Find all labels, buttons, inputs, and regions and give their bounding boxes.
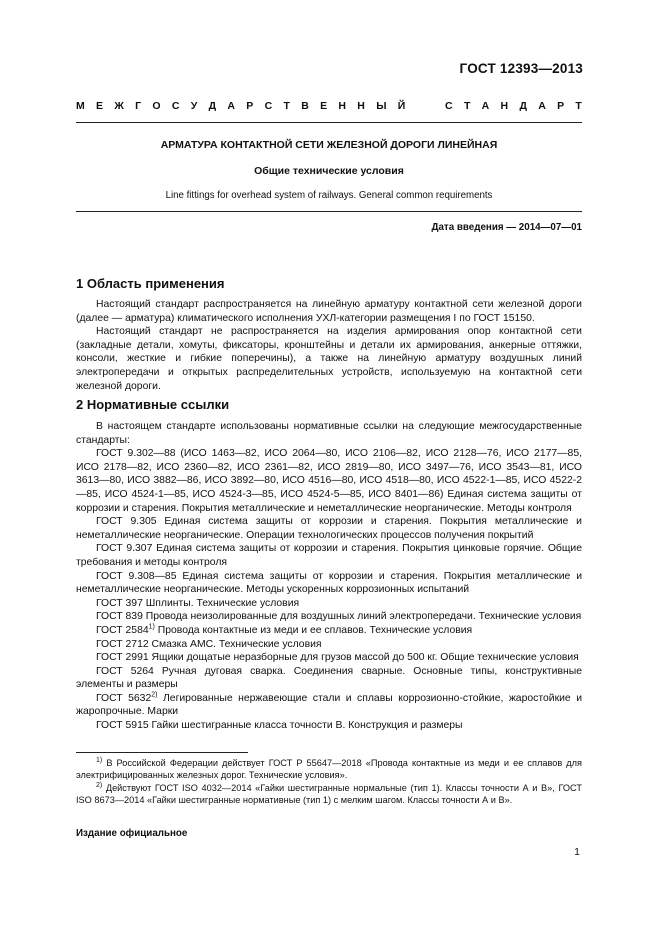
banner-letter: В (301, 100, 309, 112)
banner-letter: Р (557, 100, 565, 112)
banner-letter: Н (357, 100, 365, 112)
reference-item: ГОСТ 9.302—88 (ИСО 1463—82, ИСО 2064—80, ИСО 2106—82, ИСО 2128—76, ИСО 2177—85, ИСО 2178—82, ИСО 2360—82, ИСО 2361—82, ИСО 2819—80, ИСО 3497—76, ИСО 3543—81, ИСО 3613—80, ИСО 3882—86, ИСО 3892—80, ИСО 4516—80, ИСО 4518—80, ИСО 4522-1—85, ИСО 4522-2—85, ИСО 4524-1—85, ИСО 4524-3—85, ИСО 4524-5—85, ИСО 8401—86) Единая система защиты от коррозии и старения. Покрытия металлические и неметаллические неорганические. Методы контроля (76, 448, 582, 514)
banner-letter (431, 100, 434, 116)
reference-item (76, 692, 582, 719)
official-edition-label: Издание официальное (76, 828, 188, 839)
paragraph: Настоящий стандарт не распространяется на изделия армирования опор контактной сети (закладные детали, хомуты, фиксаторы, кронштейны и детали их армирования, анкерные оттяжки, консоли, жесткие и гибкие поперечины), а также на линейную арматуру воздушных линий электропередачи и открытых распределительных устройств, используемую на контактной сети железной дороги. (76, 326, 582, 392)
reference-item: ГОСТ 2991 Ящики дощатые неразборные для грузов массой до 500 кг. Общие технические условия (96, 652, 579, 664)
banner-letter: Ы (376, 100, 387, 112)
document-title: АРМАТУРА КОНТАКТНОЙ СЕТИ ЖЕЛЕЗНОЙ ДОРОГИ ЛИНЕЙНАЯ (160, 139, 498, 151)
banner-letter: А (227, 100, 235, 112)
banner-letter: О (152, 100, 161, 112)
banner-letter: Д (208, 100, 217, 112)
banner-letter: С (171, 100, 180, 112)
footnote-text: Действуют ГОСТ ISO 4032—2014 «Гайки шестигранные нормальные (тип 1). Классы точности А и В», ГОСТ ISO 8673—2014 «Гайки шестигранные нормативные (тип 1) с мелким шагом. Классы точности А и В». (76, 783, 582, 805)
section-1-body (76, 298, 582, 393)
reference-item (76, 624, 582, 638)
banner-letter: Г (135, 100, 142, 112)
footnote-marker[interactable]: 2) (151, 691, 158, 699)
reference-code: ГОСТ 5632 (96, 692, 152, 704)
banner-letter: Е (96, 100, 104, 112)
reference-item: ГОСТ 2712 Смазка АМС. Технические условия (96, 638, 322, 650)
reference-item: ГОСТ 9.308—85 Единая система защиты от коррозии и старения. Покрытия металлические и неметаллические неорганические. Методы ускоренных коррозионных испытаний (76, 570, 582, 596)
banner-letter: А (538, 100, 546, 112)
banner-letter: Т (463, 100, 471, 112)
introduction-date: Дата введения — 2014—07—01 (431, 222, 582, 233)
reference-code: ГОСТ 2584 (96, 624, 149, 636)
paragraph: В настоящем стандарте использованы нормативные ссылки на следующие межгосударственные стандарты: (76, 421, 582, 446)
footnote-mark: 2) (96, 781, 103, 789)
banner-letter: Е (320, 100, 328, 112)
reference-item: ГОСТ 839 Провода неизолированные для воздушных линий электропередачи. Технические условия (96, 611, 582, 623)
footnote-mark: 1) (96, 756, 103, 764)
footnote-text: В Российской Федерации действует ГОСТ Р 55647—2018 «Провода контактные из меди и ее сплавов для электрифицированных железных дорог. Технические условия». (76, 758, 582, 780)
paragraph: Настоящий стандарт распространяется на линейную арматуру контактной сети железной дороги (далее — арматура) климатического исполнения УХЛ-категории размещения I по ГОСТ 15150. (76, 299, 582, 324)
title-rule (76, 211, 582, 212)
banner-letter: У (190, 100, 198, 112)
section-2-heading: 2 Нормативные ссылки (76, 397, 230, 412)
reference-item: ГОСТ 5264 Ручная дуговая сварка. Соединения сварные. Основные типы, конструктивные элементы и размеры (76, 665, 582, 691)
reference-title: Легированные нержавеющие стали и сплавы коррозионно-стойкие, жаростойкие и жаропрочные. Марки (76, 692, 582, 718)
banner-letter: Ж (114, 100, 124, 112)
banner-letter: Н (500, 100, 509, 112)
interstate-standard-banner (76, 100, 582, 116)
banner-letter (417, 100, 420, 116)
footnote-1 (76, 757, 582, 781)
header-rule (76, 122, 582, 123)
footnote-marker[interactable]: 1) (148, 623, 155, 631)
banner-letter: Й (397, 100, 406, 112)
document-subtitle: Общие технические условия (254, 165, 404, 177)
reference-item: ГОСТ 397 Шплинты. Технические условия (96, 597, 300, 609)
banner-letter: Р (246, 100, 254, 112)
reference-title: Провода контактные из меди и ее сплавов. Технические условия (154, 624, 473, 636)
gost-code: ГОСТ 12393—2013 (459, 61, 583, 76)
reference-item: ГОСТ 9.307 Единая система защиты от коррозии и старения. Покрытия цинковые горячие. Общие требования и методы контроля (76, 543, 582, 568)
reference-item: ГОСТ 9.305 Единая система защиты от коррозии и старения. Покрытия металлические и неметаллические неорганические. Операции технологических процессов получения покрытий (76, 516, 582, 541)
banner-letter: Д (519, 100, 527, 112)
banner-letter: С (264, 100, 273, 112)
banner-letter: А (481, 100, 490, 112)
section-1-heading: 1 Область применения (76, 276, 225, 291)
reference-item: ГОСТ 5915 Гайки шестигранные класса точности В. Конструкция и размеры (96, 720, 463, 732)
section-2-body (76, 420, 582, 733)
banner-letter: Т (283, 100, 290, 112)
banner-letter: М (76, 100, 85, 112)
footnote-rule (76, 752, 248, 753)
banner-letter: Н (338, 100, 346, 112)
page-number: 1 (574, 846, 580, 858)
footnote-2 (76, 782, 582, 806)
banner-letter: С (445, 100, 453, 112)
banner-letter: Т (575, 100, 582, 112)
english-title: Line fittings for overhead system of railways. General common requirements (165, 190, 493, 201)
